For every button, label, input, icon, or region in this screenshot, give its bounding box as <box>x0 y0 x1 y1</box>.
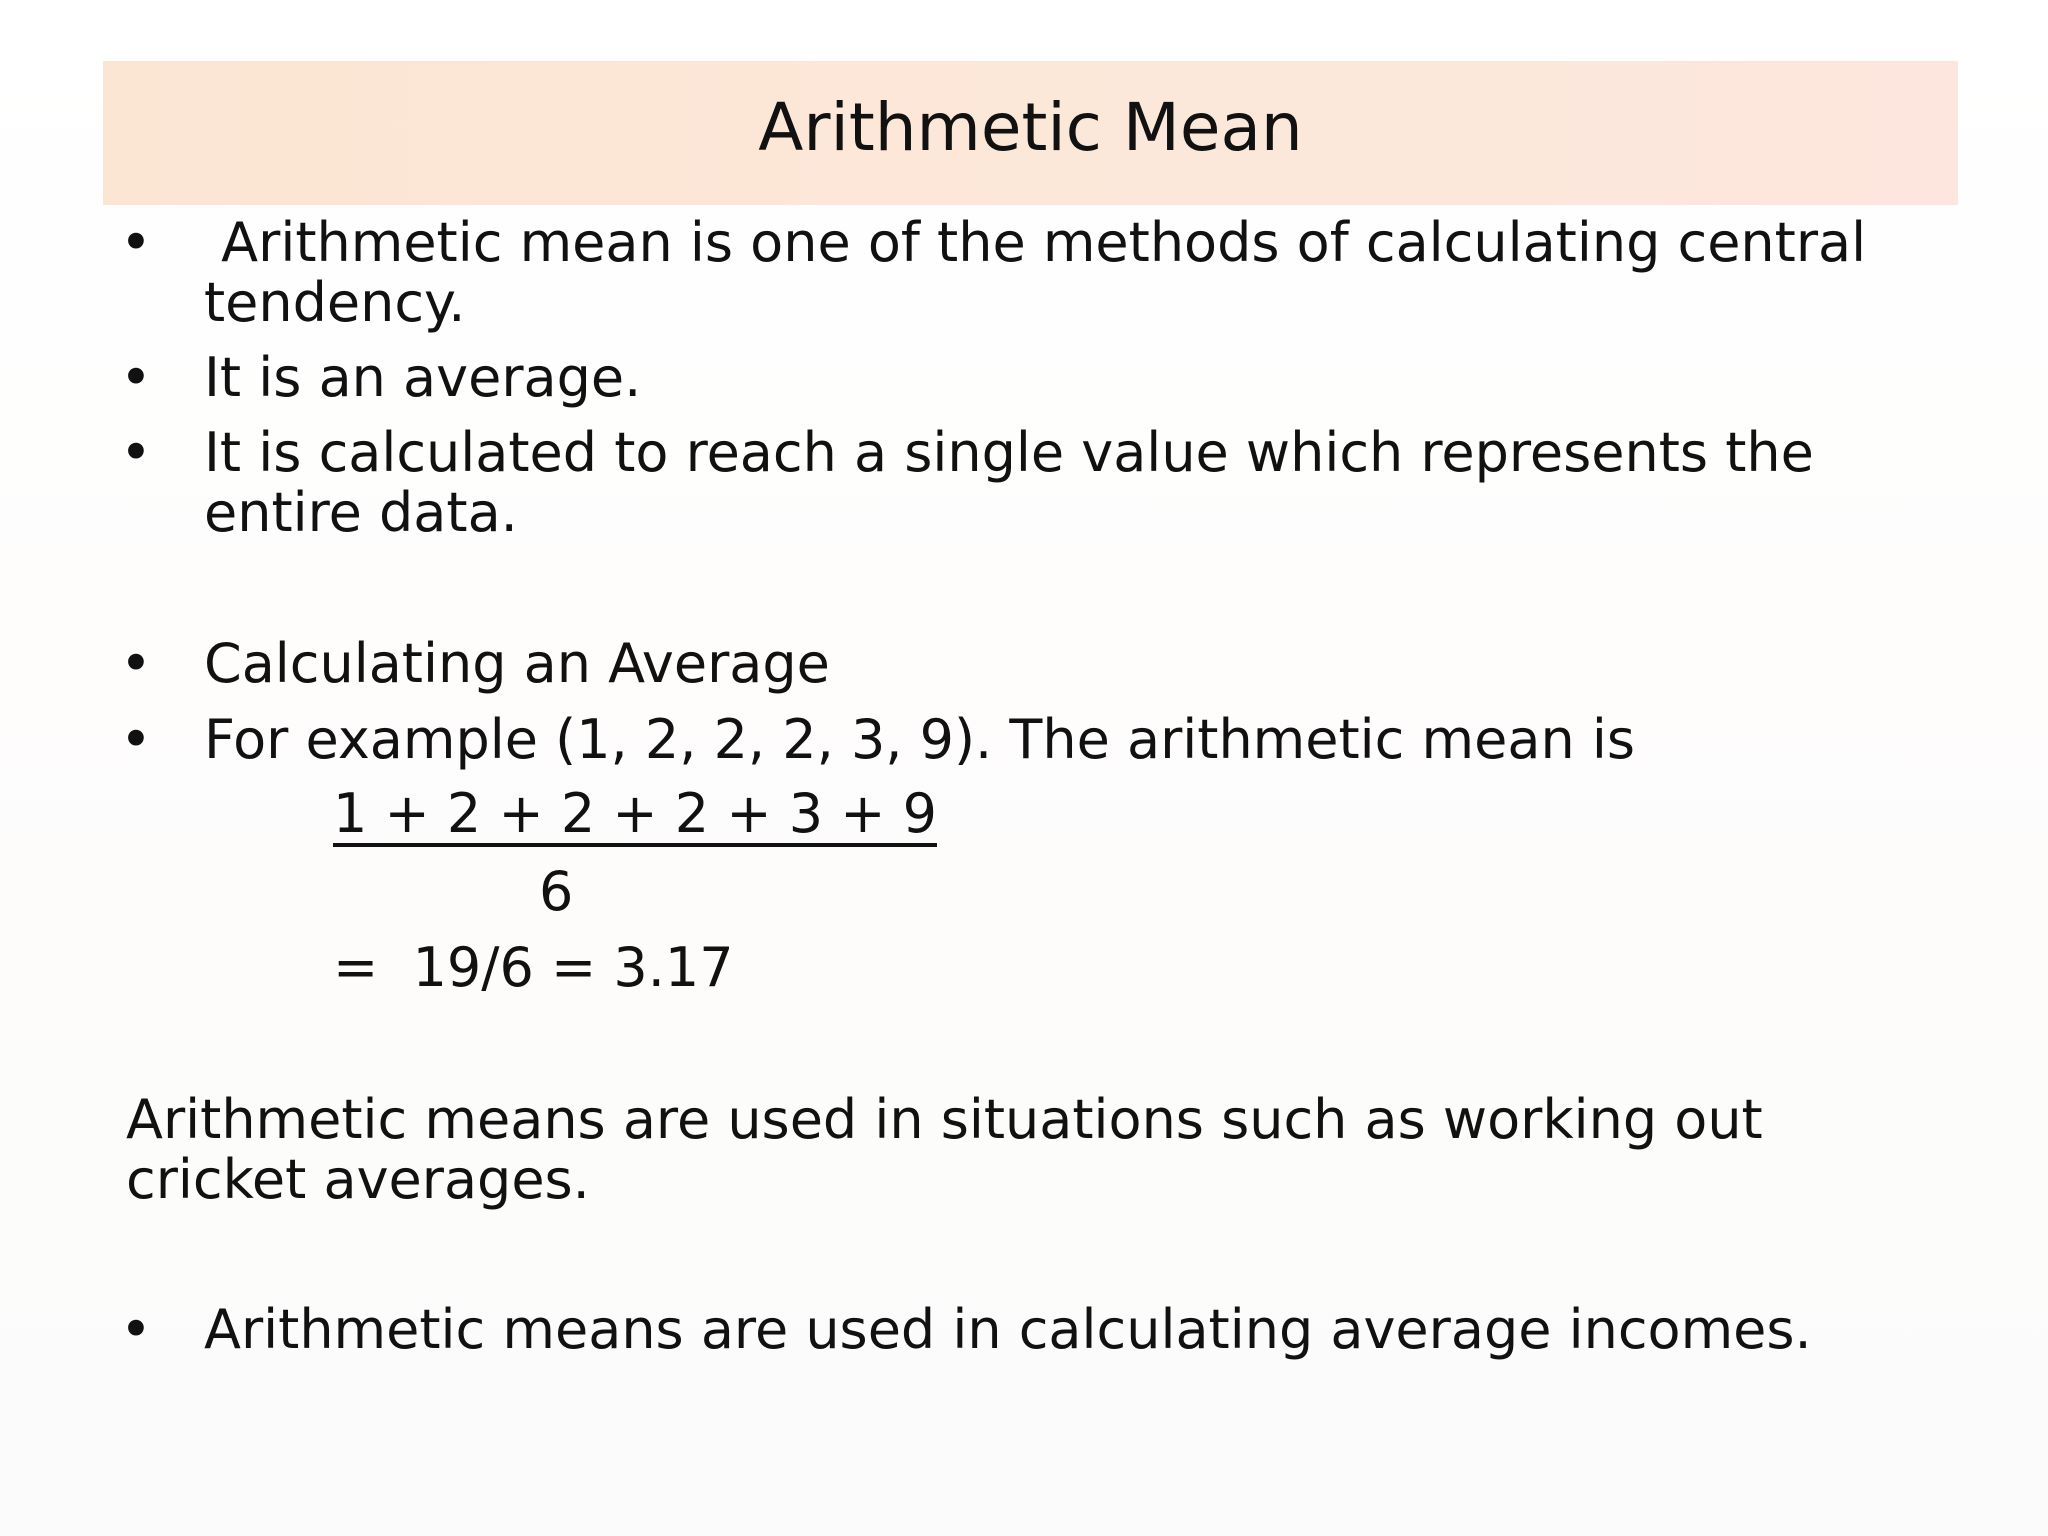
bullet-text: Arithmetic means are used in calculating average incomes. <box>204 1298 1812 1361</box>
slide-title: Arithmetic Mean <box>758 89 1303 166</box>
bullet-dot: • <box>120 632 152 695</box>
title-band <box>103 61 1958 205</box>
bullet-text: Arithmetic mean is one of the methods of calculating central tendency. <box>204 211 1884 334</box>
bullet-dot: • <box>120 1298 152 1361</box>
formula-denominator: 6 <box>539 860 574 923</box>
bullet-text: It is an average. <box>204 346 642 409</box>
paragraph-text: Arithmetic means are used in situations such as working out cricket averages. <box>126 1088 1763 1211</box>
formula-numerator: 1 + 2 + 2 + 2 + 3 + 9 <box>333 782 938 845</box>
bullet-text: For example (1, 2, 2, 2, 3, 9). The arithmetic mean is <box>204 708 1635 771</box>
bullet-dot: • <box>120 211 152 274</box>
bullet-dot: • <box>120 708 152 771</box>
formula-result: = 19/6 = 3.17 <box>333 936 734 999</box>
bullet-text: It is calculated to reach a single value which represents the entire data. <box>204 421 1814 544</box>
bullet-text: Calculating an Average <box>204 632 830 695</box>
bullet-dot: • <box>120 346 152 409</box>
bullet-dot: • <box>120 421 152 484</box>
